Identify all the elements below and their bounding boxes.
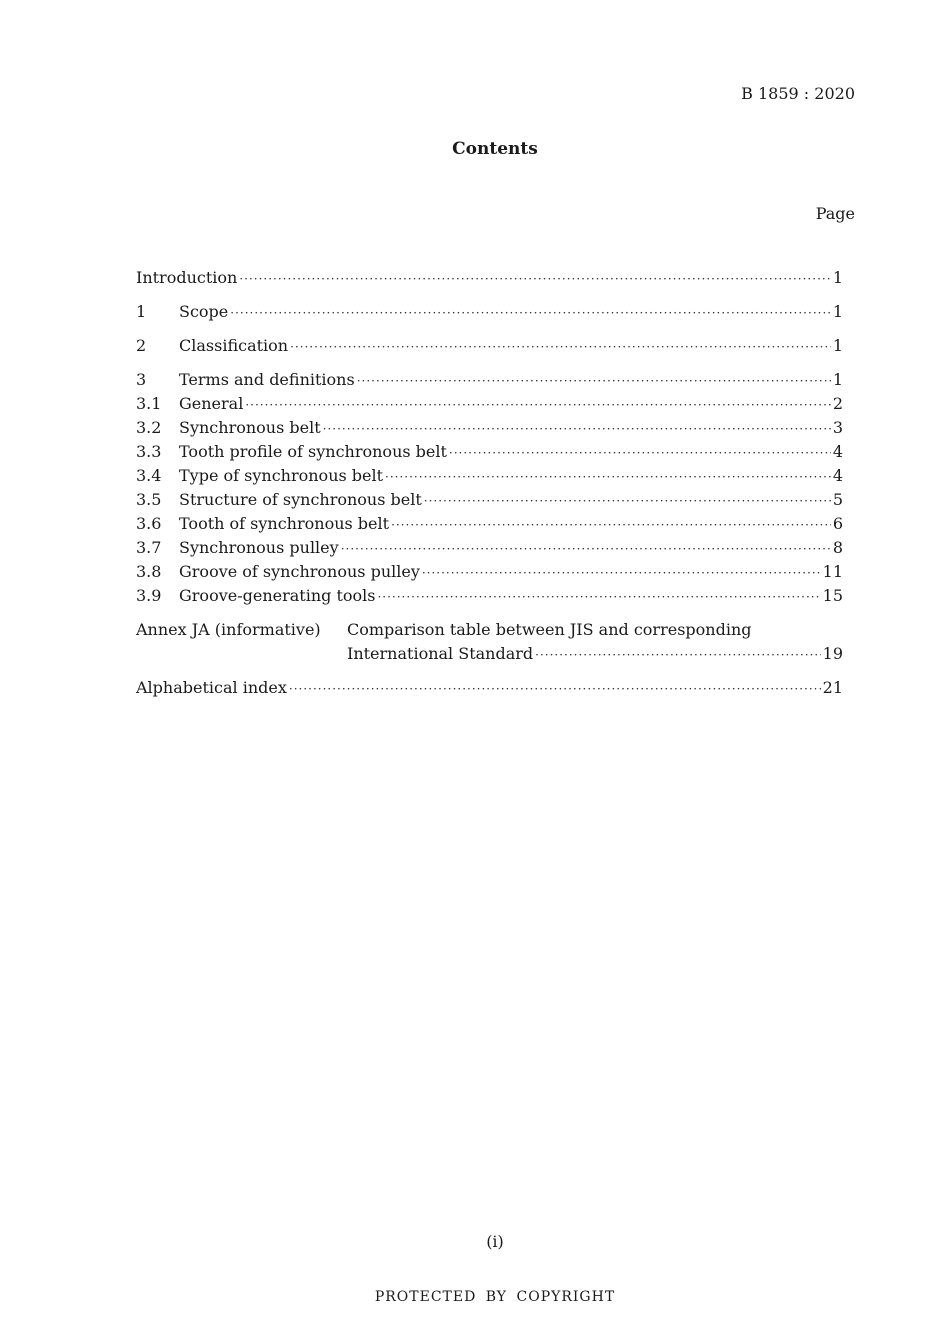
toc-number: 3.8 [136, 562, 162, 581]
toc-label: Structure of synchronous belt [179, 490, 422, 509]
toc-entry-groove-generating-tools[interactable] [136, 584, 843, 608]
table-of-contents [136, 266, 843, 700]
toc-page-number: 1 [832, 302, 843, 321]
toc-entry-synchronous-pulley[interactable] [136, 536, 843, 560]
toc-entry-annex-ja-continued[interactable] [136, 642, 843, 666]
page-title: Contents [452, 139, 538, 159]
toc-number: 3 [136, 370, 147, 389]
toc-label: General [179, 394, 244, 413]
toc-page-number: 8 [832, 538, 843, 557]
toc-number: 3.5 [136, 490, 162, 509]
toc-number: 3.9 [136, 586, 162, 605]
leader-dots [535, 643, 820, 667]
leader-dots [391, 513, 831, 537]
leader-dots [424, 489, 831, 513]
page-folio: (i) [486, 1232, 504, 1251]
toc-entry-synchronous-belt[interactable] [136, 416, 843, 440]
toc-number: 3.6 [136, 514, 162, 533]
toc-entry-structure-of-belt[interactable] [136, 488, 843, 512]
toc-entry-groove-of-pulley[interactable] [136, 560, 843, 584]
toc-page-number: 11 [822, 562, 843, 581]
toc-number: 3.1 [136, 394, 162, 413]
toc-entry-type-of-belt[interactable] [136, 464, 843, 488]
leader-dots [357, 369, 831, 393]
leader-dots [290, 335, 831, 359]
toc-entry-terms-and-definitions[interactable] [136, 368, 843, 392]
toc-entry-tooth-of-belt[interactable] [136, 512, 843, 536]
leader-dots [385, 465, 831, 489]
toc-page-number: 4 [832, 442, 843, 461]
toc-number: 3.7 [136, 538, 162, 557]
toc-page-number: 15 [822, 586, 843, 605]
toc-page-number: 1 [832, 370, 843, 389]
copyright-notice: PROTECTED BY COPYRIGHT [374, 1289, 616, 1305]
toc-page-number: 6 [832, 514, 843, 533]
toc-label: Terms and definitions [179, 370, 355, 389]
toc-entry-alphabetical-index[interactable] [136, 676, 843, 700]
toc-label: Synchronous belt [179, 418, 321, 437]
toc-entry-annex-ja[interactable] [136, 618, 843, 642]
toc-page-number: 19 [822, 644, 843, 663]
toc-number: 2 [136, 336, 147, 355]
leader-dots [377, 585, 820, 609]
toc-number: 3.3 [136, 442, 162, 461]
toc-entry-classification[interactable] [136, 334, 843, 358]
toc-page-number: 21 [822, 678, 843, 697]
toc-label: Alphabetical index [136, 678, 287, 697]
toc-number: 1 [136, 302, 147, 321]
leader-dots [239, 267, 830, 291]
toc-page-number: 2 [832, 394, 843, 413]
leader-dots [230, 301, 831, 325]
leader-dots [323, 417, 831, 441]
toc-label: International Standard [347, 644, 534, 663]
toc-label: Tooth of synchronous belt [179, 514, 390, 533]
toc-label: Synchronous pulley [179, 538, 339, 557]
toc-number: 3.4 [136, 466, 162, 485]
toc-label: Tooth profile of synchronous belt [179, 442, 447, 461]
toc-entry-tooth-profile[interactable] [136, 440, 843, 464]
toc-number: 3.2 [136, 418, 162, 437]
toc-entry-general[interactable] [136, 392, 843, 416]
toc-page-number: 1 [832, 336, 843, 355]
leader-dots [449, 441, 831, 465]
toc-page-number: 4 [832, 466, 843, 485]
toc-label: Introduction [136, 268, 238, 287]
toc-page-number: 1 [832, 268, 843, 287]
leader-dots [245, 393, 830, 417]
page-column-label: Page [815, 204, 855, 223]
document-code: B 1859 : 2020 [741, 84, 855, 103]
toc-page-number: 3 [832, 418, 843, 437]
toc-label: Classification [179, 336, 289, 355]
toc-entry-introduction[interactable] [136, 266, 843, 290]
toc-entry-scope[interactable] [136, 300, 843, 324]
toc-label: Type of synchronous belt [179, 466, 384, 485]
leader-dots [422, 561, 821, 585]
leader-dots [341, 537, 831, 561]
toc-label: Groove of synchronous pulley [179, 562, 420, 581]
toc-label: Scope [179, 302, 229, 321]
toc-page-number: 5 [832, 490, 843, 509]
toc-label: Comparison table between JIS and corresponding [347, 620, 752, 639]
toc-label: Groove-generating tools [179, 586, 376, 605]
leader-dots [289, 677, 821, 701]
annex-heading: Annex JA (informative) [136, 620, 321, 639]
